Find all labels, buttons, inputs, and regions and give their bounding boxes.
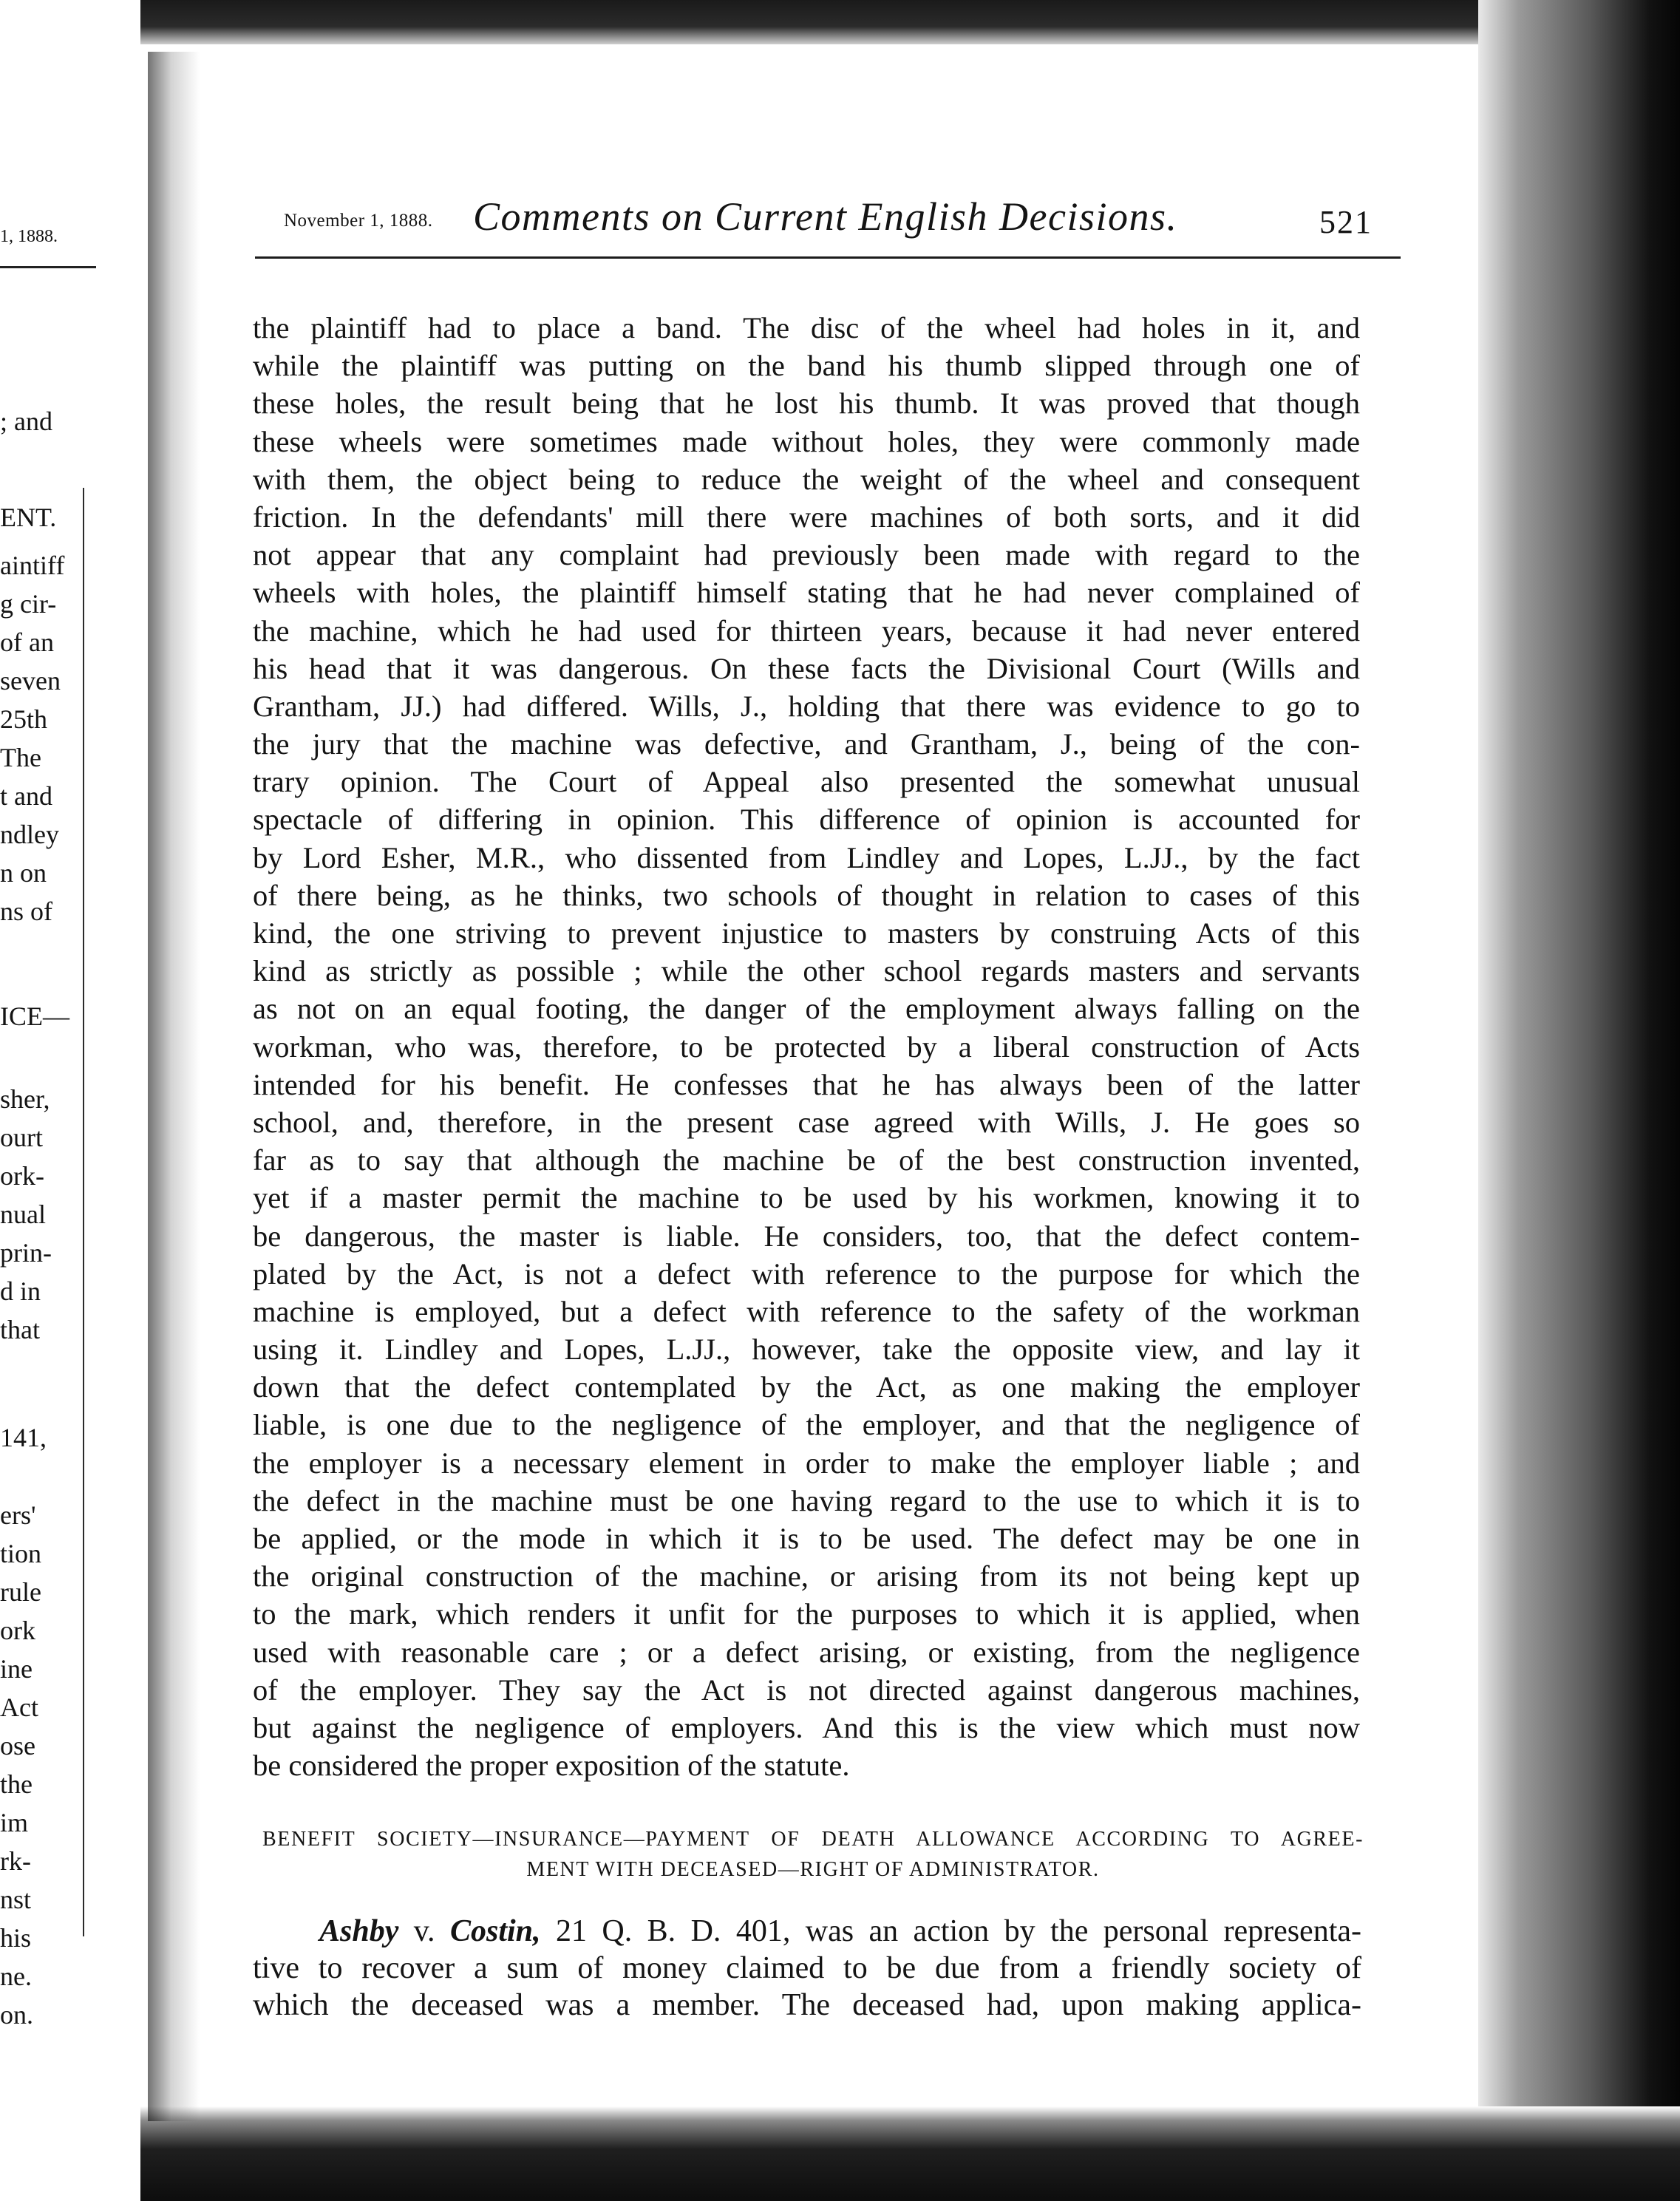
body-line: but against the negligence of employers. And this is the view which must now (253, 1710, 1360, 1744)
case-citation: 21 Q. B. D. 401, was an action by the personal representa- (540, 1914, 1361, 1948)
body-line: by Lord Esher, M.R., who dissented from Lindley and Lopes, L.JJ., by the fact (253, 840, 1360, 874)
scan-top-edge (0, 0, 1680, 44)
left-fragment-line: 25th (0, 704, 48, 734)
left-fragment-line: ine (0, 1654, 33, 1684)
case-name-defendant: Costin, (449, 1914, 541, 1948)
body-line: used with reasonable care ; or a defect arising, or existing, from the negligence (253, 1635, 1360, 1669)
left-fragment-line: 141, (0, 1423, 47, 1452)
page-title: Comments on Current English Decisions. (473, 194, 1178, 239)
case-versus: v. (398, 1914, 450, 1948)
left-fragment-line: ers' (0, 1500, 36, 1530)
case-paragraph-line-2: tive to recover a sum of money claimed to be due from a friendly society of (253, 1951, 1361, 1985)
left-fragment-line: ose (0, 1731, 35, 1761)
body-line: with them, the object being to reduce the weight of the wheel and consequent (253, 462, 1360, 496)
left-fragment-line: ork- (0, 1161, 44, 1191)
body-line: his head that it was dangerous. On these facts the Divisional Court (Wills and (253, 651, 1360, 685)
body-line: of there being, as he thinks, two schools of thought in relation to cases of this (253, 878, 1360, 912)
body-line: Grantham, JJ.) had differed. Wills, J., holding that there was evidence to go to (253, 689, 1360, 723)
body-line: to the mark, which renders it unfit for the purposes to which it is applied, when (253, 1597, 1360, 1631)
left-fragment-line: ns of (0, 897, 52, 926)
left-fragment-line: n on (0, 858, 47, 888)
body-line: yet if a master permit the machine to be used by his workmen, knowing it to (253, 1181, 1360, 1215)
body-line: be dangerous, the master is liable. He considers, too, that the defect contem- (253, 1219, 1360, 1253)
body-line: kind, the one striving to prevent injustice to masters by construing Acts of this (253, 916, 1360, 950)
section-heading-line-1: BENEFIT SOCIETY—INSURANCE—PAYMENT OF DEATH ALLOWANCE ACCORDING TO AGREE- (262, 1828, 1364, 1851)
body-line: liable, is one due to the negligence of the employer, and that the negligence of (253, 1408, 1360, 1442)
left-fragment-line: nual (0, 1200, 46, 1229)
page-number: 521 (1319, 204, 1373, 240)
body-line: while the plaintiff was putting on the band his thumb slipped through one of (253, 349, 1360, 383)
left-fragment-line: rk- (0, 1846, 31, 1876)
left-fragment-line: on. (0, 2000, 33, 2030)
body-line: friction. In the defendants' mill there were machines of both sorts, and it did (253, 500, 1360, 534)
body-line: the employer is a necessary element in order to make the employer liable ; and (253, 1446, 1360, 1480)
body-line: the machine, which he had used for thirteen years, because it had never entered (253, 613, 1360, 647)
body-line: the original construction of the machine, or arising from its not being kept up (253, 1559, 1360, 1593)
body-line: kind as strictly as possible ; while the other school regards masters and servants (253, 954, 1360, 988)
left-fragment-line: rule (0, 1577, 41, 1607)
left-fragment-line: ; and (0, 406, 52, 436)
body-line: as not on an equal footing, the danger of the employment always falling on the (253, 992, 1360, 1026)
body-line: using it. Lindley and Lopes, L.JJ., however, take the opposite view, and lay it (253, 1333, 1360, 1367)
body-line: trary opinion. The Court of Appeal also presented the somewhat unusual (253, 765, 1360, 799)
section-heading (262, 1824, 1364, 1885)
left-fragment-line: 1, 1888. (0, 227, 58, 246)
body-line: be applied, or the mode in which it is to be used. The defect may be one in (253, 1522, 1360, 1555)
left-fragment-line: d in (0, 1276, 41, 1306)
left-page-rule (0, 266, 96, 268)
left-fragment-line: g cir- (0, 589, 57, 619)
body-line: machine is employed, but a defect with reference to the safety of the workman (253, 1294, 1360, 1328)
body-line: school, and, therefore, in the present case agreed with Wills, J. He goes so (253, 1105, 1360, 1139)
body-line: down that the defect contemplated by the Act, as one making the employer (253, 1370, 1360, 1404)
body-line: plated by the Act, is not a defect with reference to the purpose for which the (253, 1256, 1360, 1290)
case-paragraph-line-3: which the deceased was a member. The deceased had, upon making applica- (253, 1988, 1361, 2022)
left-fragment-line: tion (0, 1539, 42, 1568)
body-line: wheels with holes, the plaintiff himself stating that he had never complained of (253, 576, 1360, 610)
left-fragment-line: ICE— (0, 1001, 69, 1031)
case-name-plaintiff: Ashby (319, 1914, 399, 1948)
case-paragraph-line-1 (253, 1913, 1361, 1950)
left-fragment-line: Act (0, 1693, 38, 1722)
body-line: intended for his benefit. He confesses that he has always been of the latter (253, 1067, 1360, 1101)
left-fragment-line: ork (0, 1616, 35, 1645)
header-date: November 1, 1888. (284, 211, 433, 231)
body-line: the jury that the machine was defective, and Grantham, J., being of the con- (253, 727, 1360, 761)
section-heading-line-2: MENT WITH DECEASED—RIGHT OF ADMINISTRATOR. (526, 1858, 1100, 1881)
body-text (253, 309, 1360, 1784)
case-paragraph (253, 1913, 1361, 2024)
binding-shadow (148, 52, 200, 2121)
left-fragment-line: t and (0, 781, 52, 811)
left-fragment-line: im (0, 1808, 29, 1837)
scan-corner (0, 0, 140, 148)
body-line: the plaintiff had to place a band. The disc of the wheel had holes in it, and (253, 311, 1360, 344)
left-fragment-line: prin- (0, 1238, 52, 1268)
left-fragment-line: ndley (0, 820, 59, 849)
body-line: workman, who was, therefore, to be protected by a liberal construction of Acts (253, 1030, 1360, 1064)
body-line: the defect in the machine must be one having regard to the use to which it is to (253, 1483, 1360, 1517)
body-line: be considered the proper exposition of the statute. (253, 1749, 850, 1783)
left-fragment-line: the (0, 1769, 33, 1799)
scan-right-edge (1478, 0, 1680, 2201)
left-fragment-line: nst (0, 1885, 32, 1914)
left-fragment-line: seven (0, 666, 61, 695)
body-line: not appear that any complaint had previously been made with regard to the (253, 538, 1360, 572)
body-line: these wheels were sometimes made without holes, they were commonly made (253, 424, 1360, 458)
body-line: of the employer. They say the Act is not directed against dangerous machines, (253, 1673, 1360, 1707)
body-line: far as to say that although the machine be of the best construction invented, (253, 1143, 1360, 1177)
scan-bottom-edge (140, 2106, 1680, 2201)
left-fragment-line: his (0, 1923, 32, 1953)
header-rule (255, 256, 1401, 259)
left-fragment-line: ourt (0, 1123, 43, 1152)
left-fragment-line: ENT. (0, 503, 57, 532)
left-fragment-line: ne. (0, 1962, 32, 1991)
body-line: spectacle of differing in opinion. This difference of opinion is accounted for (253, 803, 1360, 837)
left-fragment-line: of an (0, 627, 54, 657)
body-line: these holes, the result being that he lost his thumb. It was proved that though (253, 387, 1360, 421)
left-fragment-line: that (0, 1315, 40, 1344)
left-fragment-line: The (0, 743, 41, 772)
left-fragment-line: sher, (0, 1084, 50, 1114)
left-fragment-line: aintiff (0, 551, 65, 580)
gutter-line (83, 488, 84, 1936)
